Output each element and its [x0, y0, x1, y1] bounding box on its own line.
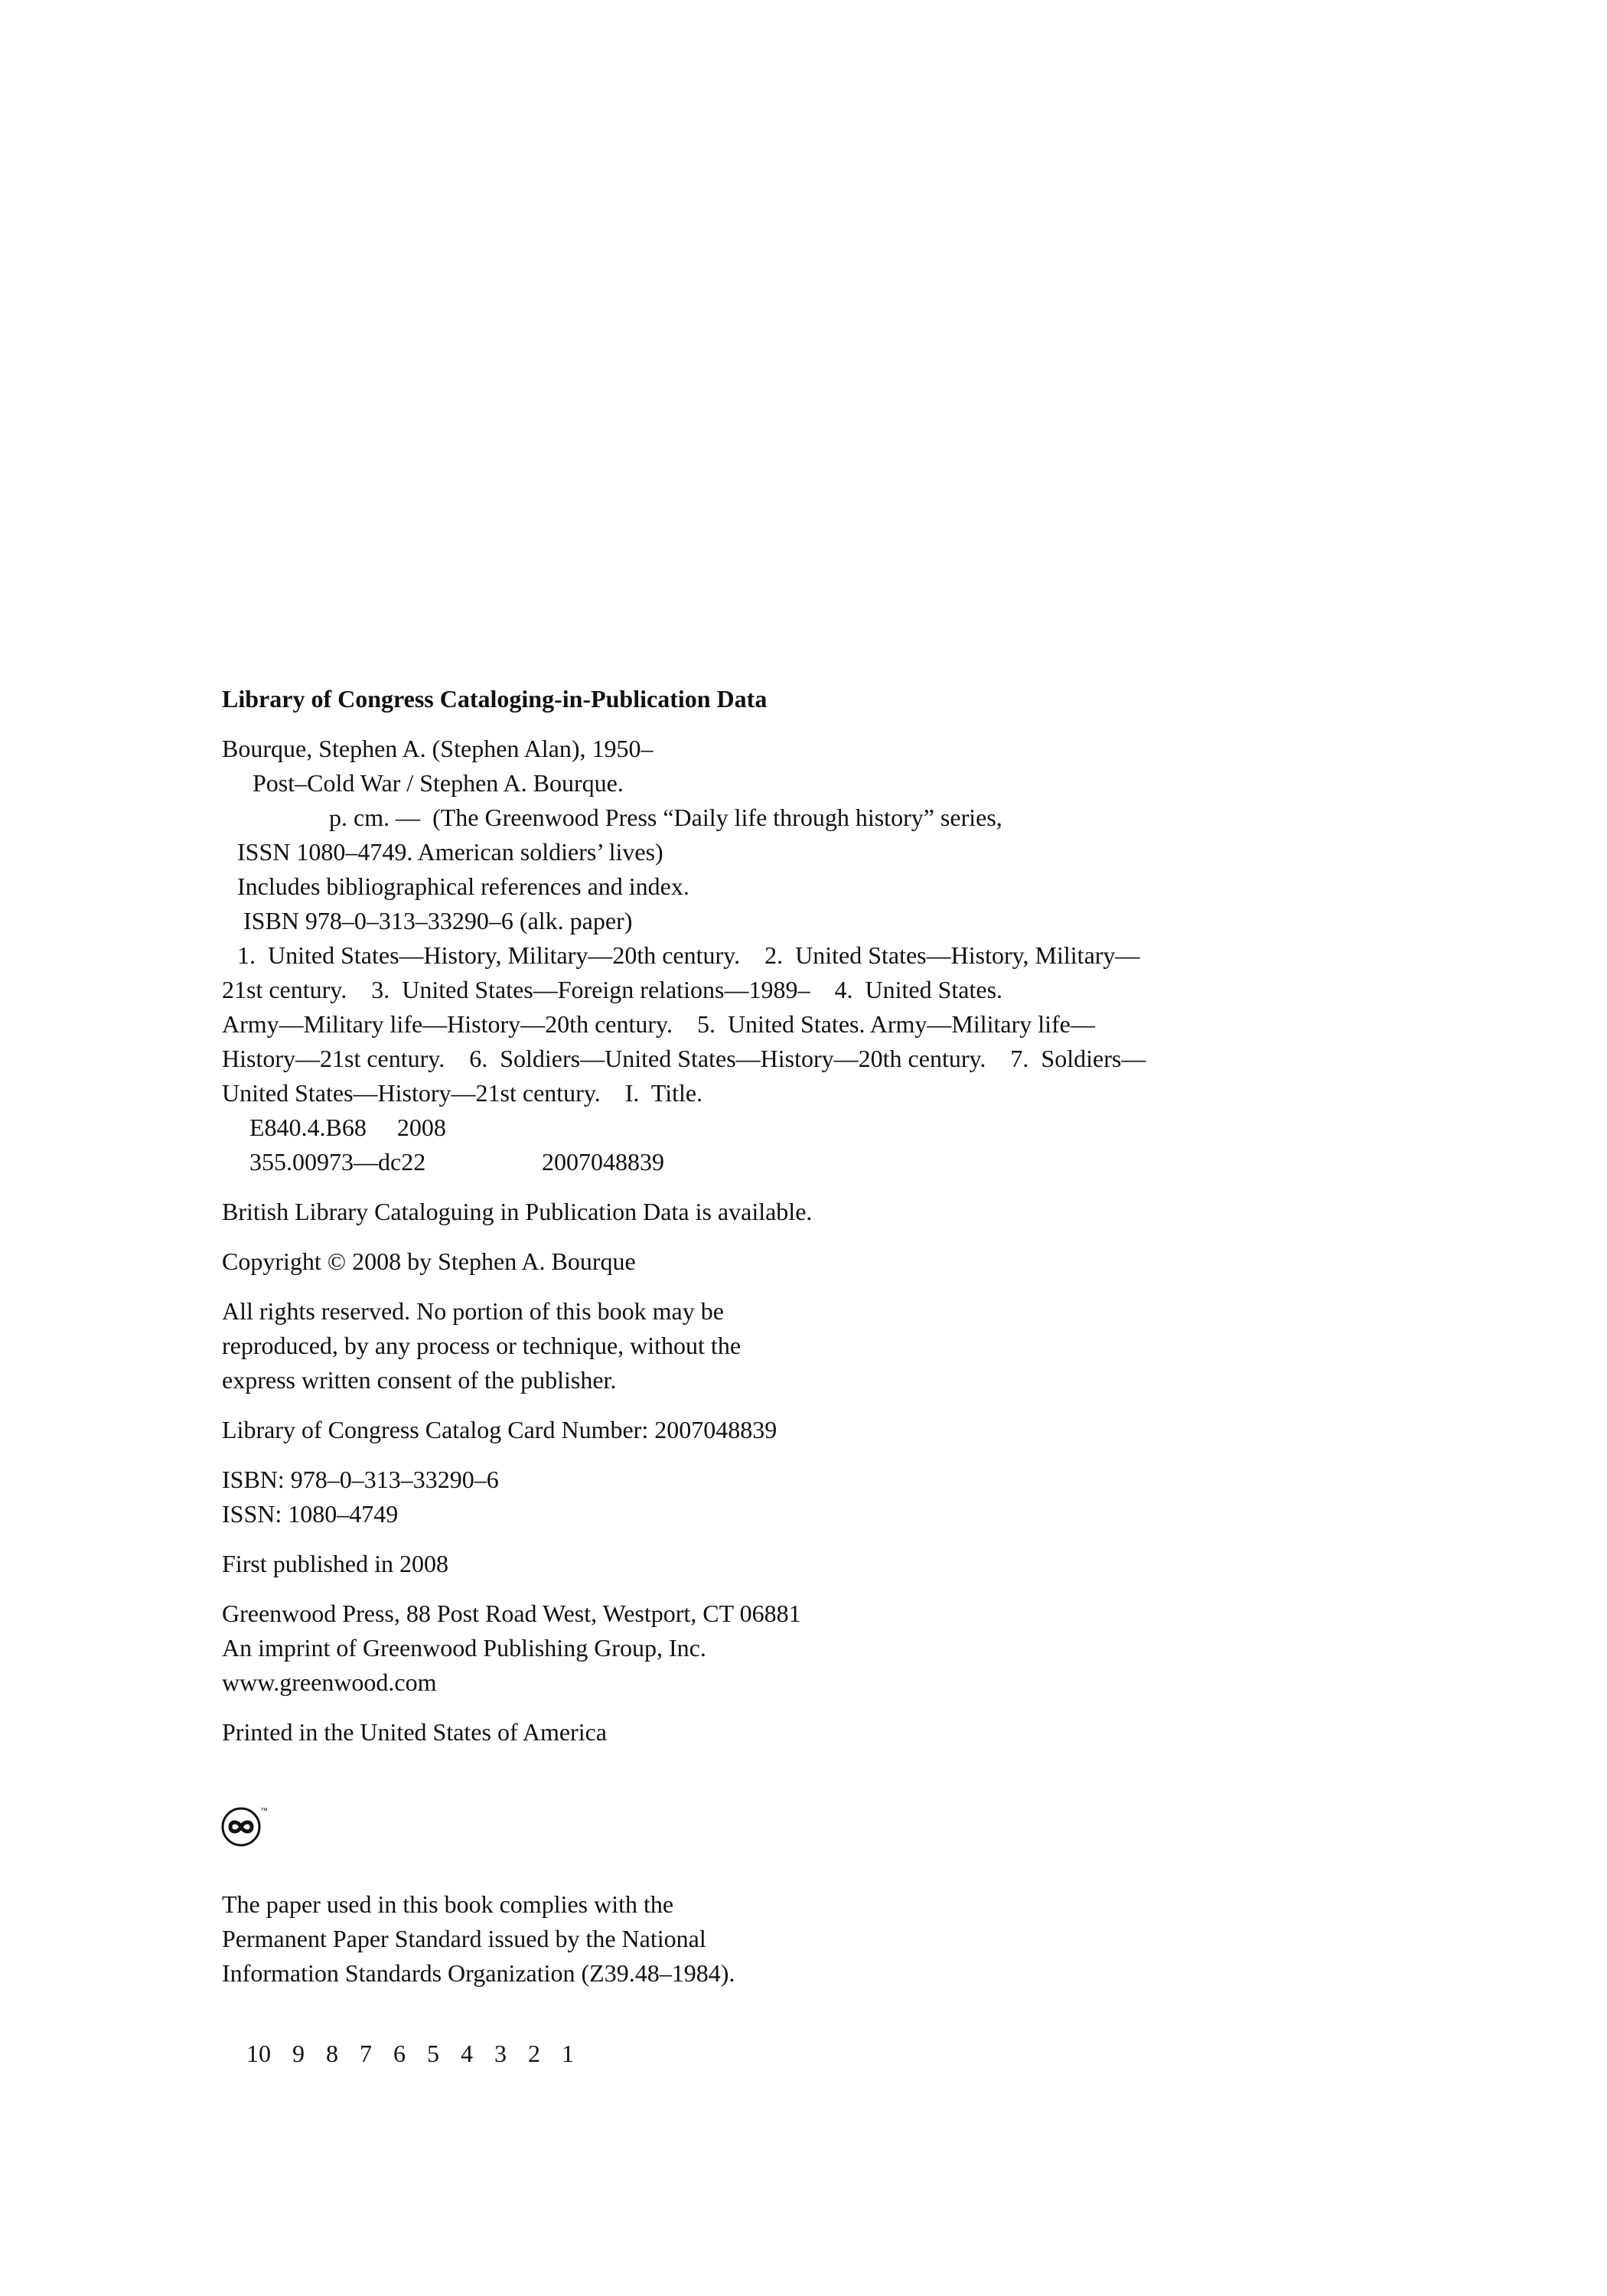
cip-subjects-line-2: 21st century. 3. United States—Foreign relations—1989– 4. United States. — [222, 976, 1003, 1003]
first-published-line: First published in 2008 — [222, 1550, 449, 1577]
print-number: 3 — [494, 2040, 507, 2067]
copyright-line: Copyright © 2008 by Stephen A. Bourque — [222, 1247, 636, 1275]
publisher-website: www.greenwood.com — [222, 1668, 437, 1696]
issn-line: ISSN: 1080–4749 — [222, 1500, 399, 1528]
paper-note-line-1: The paper used in this book complies with the — [222, 1890, 674, 1918]
cip-subjects-line-3: Army—Military life—History—20th century. 5. United States. Army—Military life— — [222, 1010, 1095, 1038]
print-number: 4 — [461, 2040, 473, 2067]
cip-series-line-1: p. cm. — (The Greenwood Press “Daily life through history” series, — [329, 804, 1002, 831]
cip-heading: Library of Congress Cataloging-in-Publication Data — [222, 685, 768, 713]
print-number: 10 — [246, 2040, 271, 2067]
cip-includes-line: Includes bibliographical references and index. — [237, 872, 689, 900]
isbn-line: ISBN: 978–0–313–33290–6 — [222, 1466, 499, 1493]
permanent-paper-infinity-icon — [220, 1802, 281, 1848]
print-number: 5 — [427, 2040, 439, 2067]
print-number: 7 — [360, 2040, 372, 2067]
trademark-symbol: ™ — [260, 1807, 268, 1815]
british-library-note: British Library Cataloguing in Publication Data is available. — [222, 1198, 813, 1225]
print-number: 6 — [393, 2040, 406, 2067]
print-number: 2 — [528, 2040, 540, 2067]
publisher-line-2: An imprint of Greenwood Publishing Group, Inc. — [222, 1634, 706, 1662]
rights-line-1: All rights reserved. No portion of this book may be — [222, 1297, 724, 1325]
cip-lc-class: E840.4.B68 2008 — [249, 1114, 446, 1141]
print-number: 9 — [292, 2040, 305, 2067]
cip-lccn: 2007048839 — [542, 1148, 664, 1176]
cip-dewey: 355.00973—dc22 — [249, 1148, 426, 1176]
catalog-card-number: Library of Congress Catalog Card Number: 2007048839 — [222, 1416, 777, 1443]
publisher-line-1: Greenwood Press, 88 Post Road West, Westport, CT 06881 — [222, 1600, 801, 1627]
paper-note-line-2: Permanent Paper Standard issued by the National — [222, 1925, 706, 1952]
cip-title-line: Post–Cold War / Stephen A. Bourque. — [253, 769, 624, 797]
cip-author-line: Bourque, Stephen A. (Stephen Alan), 1950– — [222, 735, 654, 762]
rights-line-3: express written consent of the publisher. — [222, 1366, 617, 1394]
paper-note-line-3: Information Standards Organization (Z39.48–1984). — [222, 1959, 735, 1987]
print-number: 1 — [562, 2040, 574, 2067]
print-number-line — [222, 2007, 595, 2099]
cip-subjects-line-1: 1. United States—History, Military—20th century. 2. United States—History, Military— — [237, 941, 1140, 969]
cip-subjects-line-5: United States—History—21st century. I. Title. — [222, 1079, 703, 1107]
print-number: 8 — [326, 2040, 338, 2067]
cip-subjects-line-4: History—21st century. 6. Soldiers—United States—History—20th century. 7. Soldiers— — [222, 1045, 1146, 1072]
rights-line-2: reproduced, by any process or technique, without the — [222, 1332, 742, 1359]
cip-series-line-2: ISSN 1080–4749. American soldiers’ lives) — [237, 838, 663, 866]
cip-isbn-line: ISBN 978–0–313–33290–6 (alk. paper) — [243, 907, 633, 934]
printed-in-line: Printed in the United States of America — [222, 1718, 607, 1746]
